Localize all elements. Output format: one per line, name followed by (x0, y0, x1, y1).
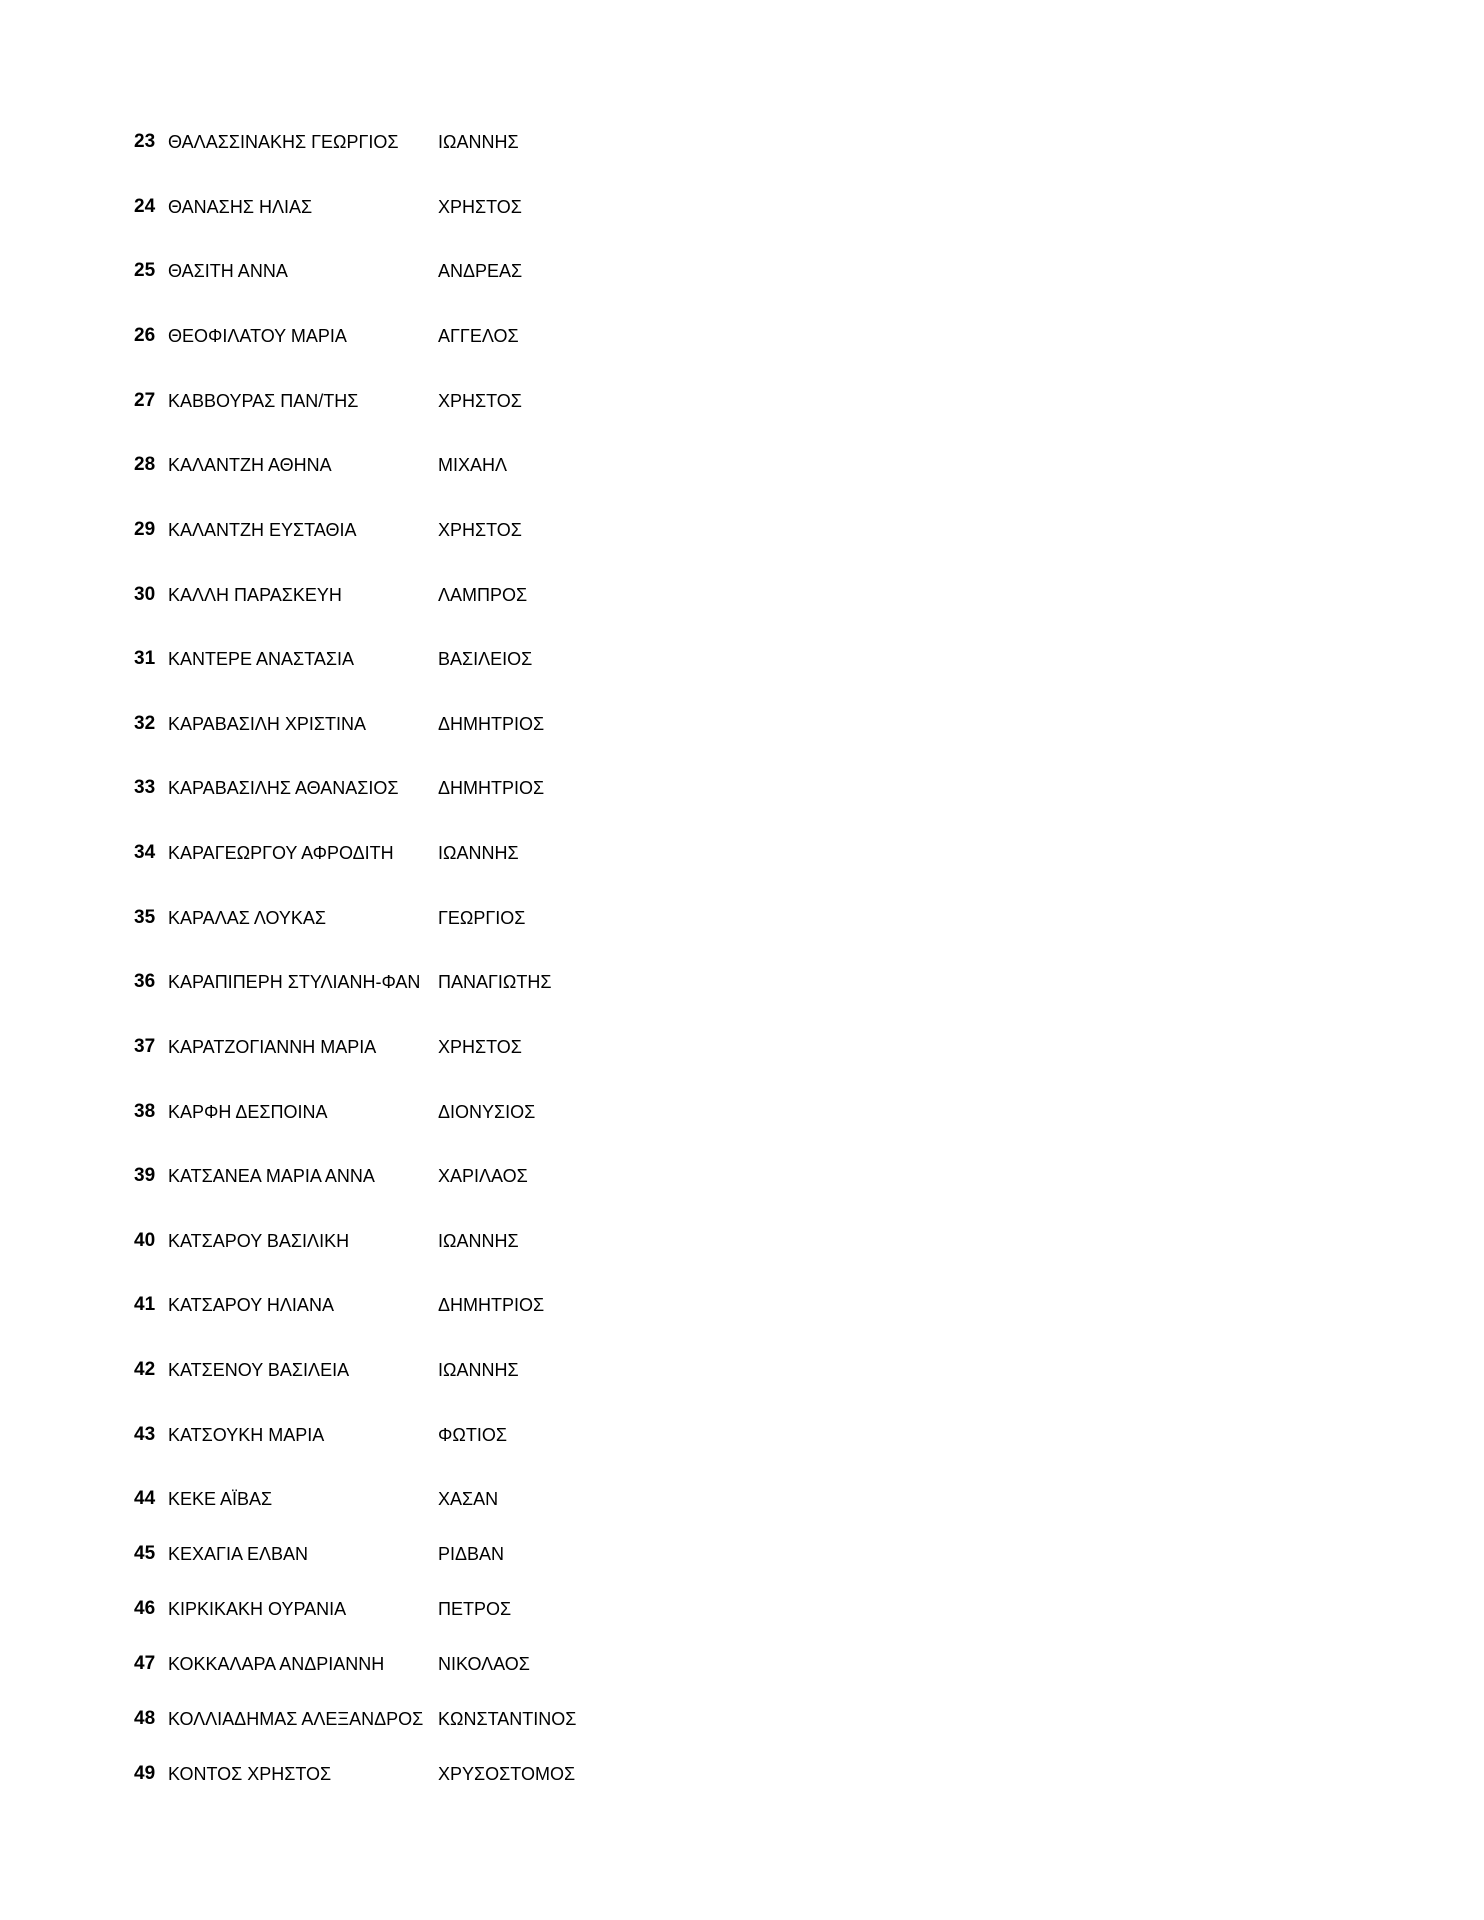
full-name: ΘΕΟΦΙΛΑΤΟΥ ΜΑΡΙΑ (168, 326, 347, 346)
full-name: ΚΑΒΒΟΥΡΑΣ ΠΑΝ/ΤΗΣ (168, 391, 359, 411)
full-name: ΚΑΡΑΛΑΣ ΛΟΥΚΑΣ (168, 908, 327, 928)
father-name: ΔΗΜΗΤΡΙΟΣ (438, 714, 545, 734)
row-number: 44 (134, 1488, 156, 1509)
father-name: ΧΑΣΑΝ (438, 1489, 499, 1509)
list-item (0, 1537, 1484, 1571)
list-item (0, 1095, 1484, 1129)
full-name: ΚΑΤΣΑΡΟΥ ΒΑΣΙΛΙΚΗ (168, 1231, 350, 1251)
full-name: ΚΟΝΤΟΣ ΧΡΗΣΤΟΣ (168, 1764, 332, 1784)
full-name: ΚΑΡΑΠΙΠΕΡΗ ΣΤΥΛΙΑΝΗ-ΦΑΝ (168, 972, 421, 992)
full-name: ΘΑΛΑΣΣΙΝΑΚΗΣ ΓΕΩΡΓΙΟΣ (168, 132, 399, 152)
list-item (0, 1592, 1484, 1626)
row-number: 37 (134, 1036, 156, 1057)
father-name: ΔΗΜΗΤΡΙΟΣ (438, 1295, 545, 1315)
father-name: ΧΡΗΣΤΟΣ (438, 1037, 522, 1057)
row-number: 32 (134, 713, 156, 734)
full-name: ΚΕΧΑΓΙΑ ΕΛΒΑΝ (168, 1544, 308, 1564)
row-number: 28 (134, 454, 156, 475)
full-name: ΚΑΤΣΑΝΕΑ ΜΑΡΙΑ ΑΝΝΑ (168, 1166, 375, 1186)
father-name: ΦΩΤΙΟΣ (438, 1425, 507, 1445)
list-item (0, 901, 1484, 935)
father-name: ΧΡΗΣΤΟΣ (438, 197, 522, 217)
row-number: 27 (134, 390, 156, 411)
row-number: 34 (134, 842, 156, 863)
list-item (0, 1288, 1484, 1322)
father-name: ΧΡΗΣΤΟΣ (438, 520, 522, 540)
full-name: ΚΑΡΑΒΑΣΙΛΗΣ ΑΘΑΝΑΣΙΟΣ (168, 778, 399, 798)
list-item (0, 125, 1484, 159)
father-name: ΙΩΑΝΝΗΣ (438, 132, 519, 152)
list-item (0, 1224, 1484, 1258)
father-name: ΡΙΔΒΑΝ (438, 1544, 505, 1564)
list-item (0, 513, 1484, 547)
full-name: ΘΑΝΑΣΗΣ ΗΛΙΑΣ (168, 197, 313, 217)
list-item (0, 1159, 1484, 1193)
list-item (0, 1702, 1484, 1736)
row-number: 31 (134, 648, 156, 669)
list-item (0, 1353, 1484, 1387)
row-number: 42 (134, 1359, 156, 1380)
father-name: ΑΝΔΡΕΑΣ (438, 261, 523, 281)
father-name: ΙΩΑΝΝΗΣ (438, 1231, 519, 1251)
list-item (0, 1647, 1484, 1681)
list-item (0, 319, 1484, 353)
list-item (0, 190, 1484, 224)
father-name: ΧΡΥΣΟΣΤΟΜΟΣ (438, 1764, 576, 1784)
row-number: 23 (134, 131, 156, 152)
full-name: ΚΑΡΑΓΕΩΡΓΟΥ ΑΦΡΟΔΙΤΗ (168, 843, 394, 863)
list-item (0, 1418, 1484, 1452)
full-name: ΚΑΤΣΟΥΚΗ ΜΑΡΙΑ (168, 1425, 325, 1445)
father-name: ΝΙΚΟΛΑΟΣ (438, 1654, 530, 1674)
full-name: ΚΑΛΑΝΤΖΗ ΕΥΣΤΑΘΙΑ (168, 520, 357, 540)
full-name: ΚΑΤΣΕΝΟΥ ΒΑΣΙΛΕΙΑ (168, 1360, 350, 1380)
list-item (0, 448, 1484, 482)
full-name: ΚΑΛΑΝΤΖΗ ΑΘΗΝΑ (168, 455, 332, 475)
row-number: 47 (134, 1653, 156, 1674)
father-name: ΛΑΜΠΡΟΣ (438, 585, 528, 605)
list-item (0, 707, 1484, 741)
father-name: ΜΙΧΑΗΛ (438, 455, 508, 475)
father-name: ΙΩΑΝΝΗΣ (438, 1360, 519, 1380)
list-item (0, 1482, 1484, 1516)
list-item (0, 578, 1484, 612)
father-name: ΠΑΝΑΓΙΩΤΗΣ (438, 972, 552, 992)
full-name: ΚΑΡΑΤΖΟΓΙΑΝΝΗ ΜΑΡΙΑ (168, 1037, 377, 1057)
list-item (0, 384, 1484, 418)
father-name: ΚΩΝΣΤΑΝΤΙΝΟΣ (438, 1709, 577, 1729)
row-number: 36 (134, 971, 156, 992)
list-item (0, 771, 1484, 805)
father-name: ΔΙΟΝΥΣΙΟΣ (438, 1102, 536, 1122)
row-number: 49 (134, 1763, 156, 1784)
full-name: ΚΑΝΤΕΡΕ ΑΝΑΣΤΑΣΙΑ (168, 649, 354, 669)
father-name: ΠΕΤΡΟΣ (438, 1599, 512, 1619)
row-number: 46 (134, 1598, 156, 1619)
full-name: ΚΑΤΣΑΡΟΥ ΗΛΙΑΝΑ (168, 1295, 334, 1315)
full-name: ΚΑΡΦΗ ΔΕΣΠΟΙΝΑ (168, 1102, 328, 1122)
full-name: ΚΕΚΕ ΑΪΒΑΣ (168, 1489, 273, 1509)
row-number: 25 (134, 260, 156, 281)
list-item (0, 1757, 1484, 1791)
row-number: 45 (134, 1543, 156, 1564)
full-name: ΚΙΡΚΙΚΑΚΗ ΟΥΡΑΝΙΑ (168, 1599, 347, 1619)
father-name: ΓΕΩΡΓΙΟΣ (438, 908, 526, 928)
father-name: ΧΡΗΣΤΟΣ (438, 391, 522, 411)
row-number: 40 (134, 1230, 156, 1251)
row-number: 48 (134, 1708, 156, 1729)
list-item (0, 642, 1484, 676)
row-number: 39 (134, 1165, 156, 1186)
father-name: ΑΓΓΕΛΟΣ (438, 326, 519, 346)
row-number: 24 (134, 196, 156, 217)
full-name: ΚΑΛΛΗ ΠΑΡΑΣΚΕΥΗ (168, 585, 342, 605)
list-item (0, 1030, 1484, 1064)
list-item (0, 836, 1484, 870)
full-name: ΘΑΣΙΤΗ ΑΝΝΑ (168, 261, 288, 281)
father-name: ΒΑΣΙΛΕΙΟΣ (438, 649, 533, 669)
list-item (0, 965, 1484, 999)
father-name: ΧΑΡΙΛΑΟΣ (438, 1166, 528, 1186)
list-item (0, 254, 1484, 288)
full-name: ΚΟΚΚΑΛΑΡΑ ΑΝΔΡΙΑΝΝΗ (168, 1654, 385, 1674)
row-number: 38 (134, 1101, 156, 1122)
row-number: 35 (134, 907, 156, 928)
father-name: ΔΗΜΗΤΡΙΟΣ (438, 778, 545, 798)
row-number: 41 (134, 1294, 156, 1315)
father-name: ΙΩΑΝΝΗΣ (438, 843, 519, 863)
full-name: ΚΟΛΛΙΑΔΗΜΑΣ ΑΛΕΞΑΝΔΡΟΣ (168, 1709, 424, 1729)
row-number: 43 (134, 1424, 156, 1445)
row-number: 26 (134, 325, 156, 346)
row-number: 33 (134, 777, 156, 798)
full-name: ΚΑΡΑΒΑΣΙΛΗ ΧΡΙΣΤΙΝΑ (168, 714, 366, 734)
row-number: 29 (134, 519, 156, 540)
row-number: 30 (134, 584, 156, 605)
